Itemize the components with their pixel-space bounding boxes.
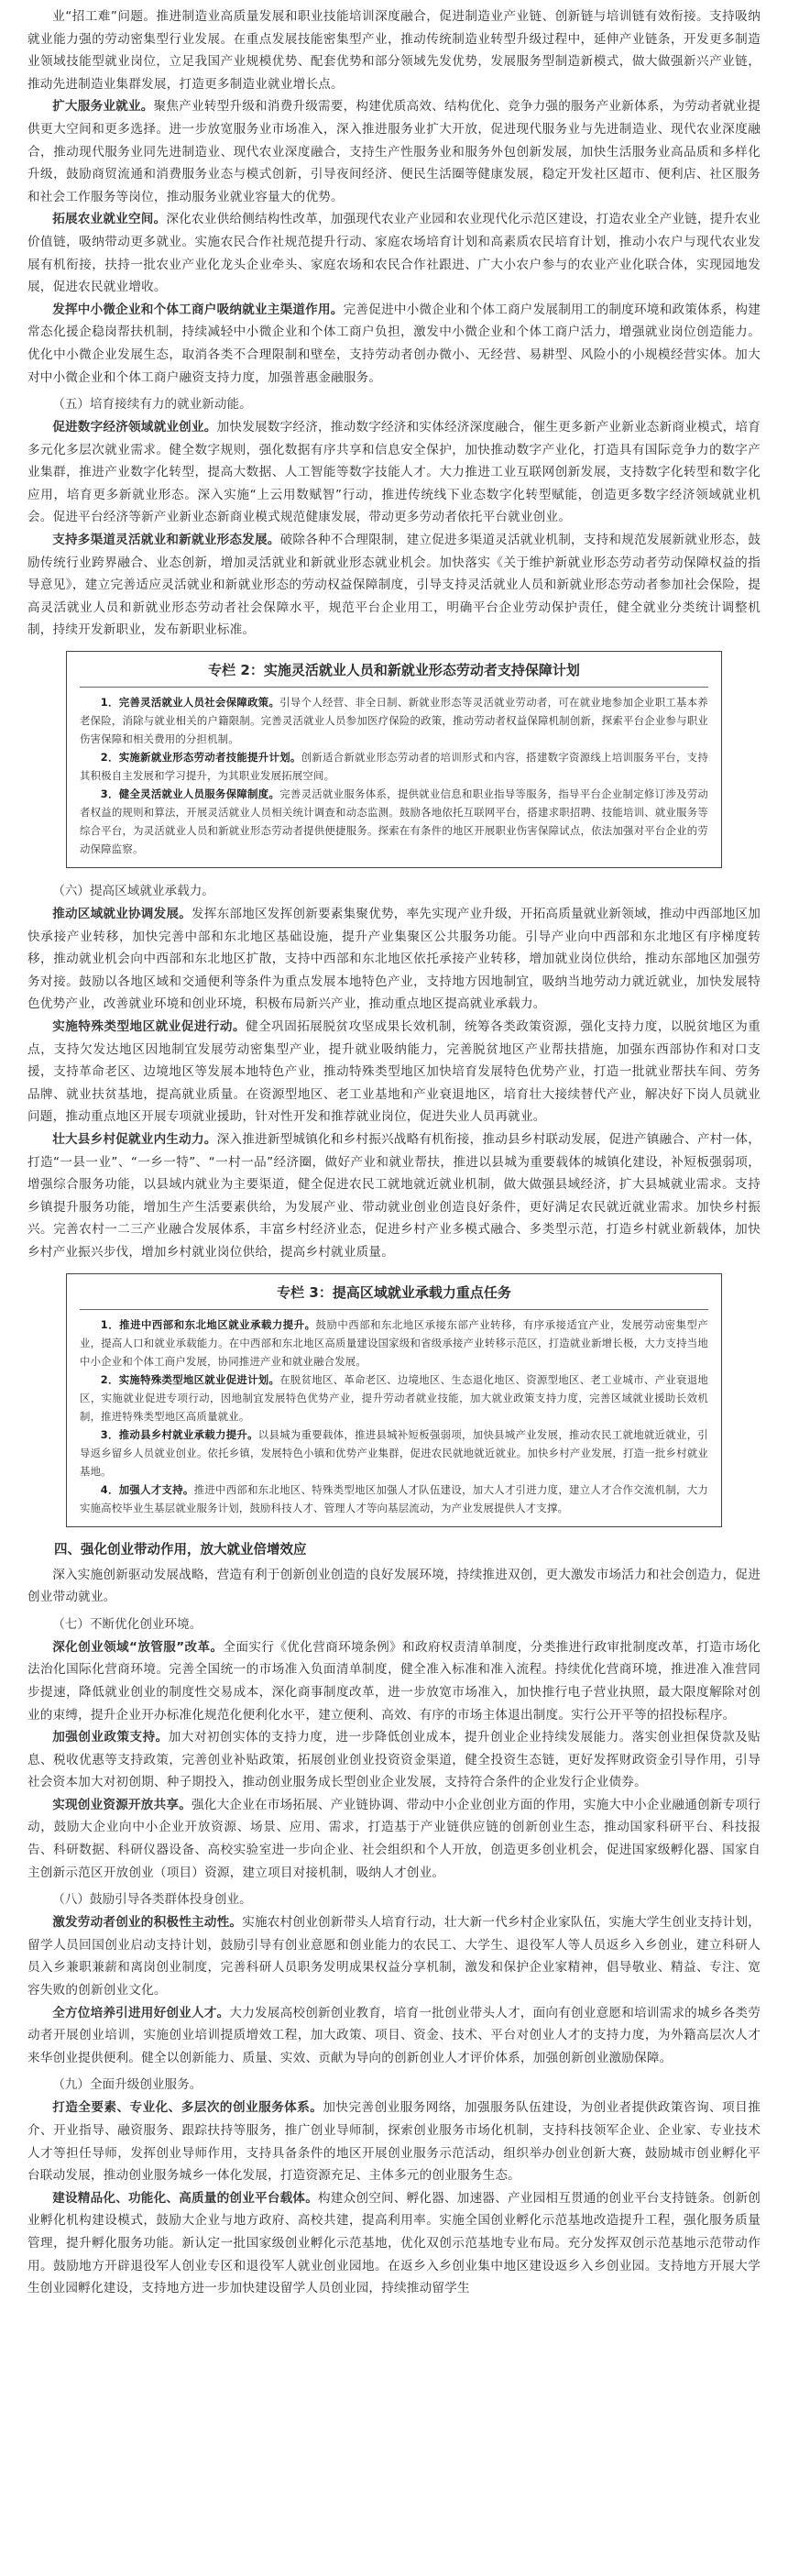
paragraph-body: 实施农村创业创新带头人培育行动，壮大新一代乡村企业家队伍，实施大学生创业支持计划，留学人员回国创业启动支持计划，鼓励引导有创业意愿和创业能力的农民工、大学生、退役军人等人员返乡入乡创业，建立科研人员入乡兼职兼薪和离岗创业制度，完善科研人员职务发明成果权益分享机制，激发和保护企业家精神，倡导敬业、精益、专注、宽容失败的创新创业文化。 [27, 1915, 761, 1998]
box-item [80, 693, 708, 748]
box-item-lead: 1．推进中西部和东北地区就业承载力提升。 [100, 1317, 316, 1331]
paragraph-body: 加快发展数字经济，推动数字经济和实体经济深度融合，催生更多新产业新业态新商业模式，培育多元化多层次就业需求。健全数字规则，强化数据有序共享和信息安全保护，加快推动数字产业化，打造具有国际竞争力的数字产业集群，推进产业数字化转型，提高大数据、人工智能等数字技能人才。大力推进工业互联网创新发展，支持数字化转型和数字化应用，培育更多新就业形态。深入实施“上云用数赋智”行动，推进传统线下业态数字化转型赋能，创造更多数字经济领域就业机会。促进平台经济等新产业新业态新商业模式规范健康发展，带动更多劳动者依托平台就业创业。 [27, 420, 761, 525]
paragraph-body: 强化大企业在市场拓展、产业链协调、带动中小企业创业方面的作用，实施大中小企业融通创新专项行动，鼓励大企业向中小企业开放资源、场景、应用、需求，打造基于产业链供应链的创新创业生态，推动国家科研平台、科技报告、科研数据、科研仪器设备、高校实验室进一步向企业、社会组织和个人开放，创造更多创业机会，促进国家级孵化器、国家自主创新示范区开放创业（项目）资源，建立项目对接机制，吸纳人才创业。 [27, 1797, 761, 1880]
box-item [80, 1426, 708, 1481]
paragraph-flexible-employment [27, 529, 761, 642]
paragraph-service-employment [27, 95, 761, 208]
paragraph-smes [27, 299, 761, 389]
paragraph-reform [27, 1636, 761, 1726]
paragraph-lead: 加强创业政策支持。 [52, 1730, 169, 1745]
box-item-text: 引导个人经营、非全日制、新就业形态等灵活就业劳动者，可在就业地参加企业职工基本养老保险，消除与就业相关的户籍限制。完善灵活就业人员参加医疗保险的政策，推动劳动者权益保障机制创新，探索平台企业参与职业伤害保障和相关费用的分担机制。 [80, 696, 708, 746]
paragraph-body: 破除各种不合理限制，建立促进多渠道灵活就业机制，支持和规范发展新就业形态，鼓励传统行业跨界融合、业态创新，增加灵活就业和新就业形态就业机会。加快落实《关于维护新就业形态劳动者劳动保障权益的指导意见》，建立完善适应灵活就业和新就业形态的劳动权益保障制度，引导支持灵活就业人员和新就业形态劳动者参加社会保险，提高灵活就业人员和新就业形态劳动者社会保障水平，规范平台企业用工，明确平台企业劳动保护责任，健全就业分类统计调整机制，持续开发新职业，发布新职业标准。 [27, 533, 761, 638]
paragraph-lead: 推动区域就业协调发展。 [52, 907, 192, 922]
paragraph-lead: 壮大县乡村促就业内生动力。 [52, 1131, 217, 1147]
paragraph-lead: 全方位培养引进用好创业人才。 [52, 2005, 230, 2020]
paragraph-lead: 支持多渠道灵活就业和新就业形态发展。 [52, 533, 280, 548]
paragraph-lead: 建设精品化、功能化、高质量的创业平台载体。 [52, 2190, 318, 2206]
section-9-title: （九）全面升级创业服务。 [52, 2077, 202, 2093]
paragraph-lead: 促进数字经济领域就业创业。 [52, 420, 217, 435]
box-item [80, 785, 708, 858]
paragraph-manufacturing: 业“招工难”问题。推进制造业高质量发展和职业技能培训深度融合，促进制造业产业链、创新链与培训链有效衔接。支持吸纳就业能力强的劳动密集型行业发展。在重点发展技能密集型产业，推动传统制造业转型升级过程中，延伸产业链条，开发更多制造业领域技能型就业岗位，立足我国产业规模优势、配套优势和部分领域先发优势，发展服务型制造新模式，做大做强新兴产业链，推动先进制造业集群发展，打造更多制造业就业增长点。 [27, 9, 761, 92]
box-title: 专栏 2：实施灵活就业人员和新就业形态劳动者支持保障计划 [208, 662, 580, 679]
box-item-text: 推进中西部和东北地区、特殊类型地区加强人才队伍建设，加大人才引进力度，建立人才合作交流机制，大力实施高校毕业生基层就业服务计划，鼓励科技人才、管理人才等向基层流动，为产业发展提供人才支撑。 [80, 1482, 709, 1514]
paragraph-policy-support [27, 1726, 761, 1794]
paragraph-resource-sharing [27, 1794, 761, 1884]
paragraph-lead: 激发劳动者创业的积极性主动性。 [52, 1915, 243, 1931]
box-item [80, 1316, 708, 1371]
paragraph-lead: 拓展农业就业空间。 [52, 212, 167, 227]
section-5-title: （五）培育接续有力的就业新动能。 [52, 397, 252, 413]
box-item-text: 鼓励中西部和东北地区承接东部产业转移，有序承接适宜产业，发展劳动密集型产业，提高人口和就业承载能力。在中西部和东北地区高质量建设国家级和省级承接产业转移示范区，打造就业新增长极，大力支持当地中小企业和个体工商户发展，协同推进产业和就业融合发展。 [80, 1317, 708, 1368]
paragraph-body: 聚焦产业转型升级和消费升级需要，构建优质高效、结构优化、竞争力强的服务产业新体系，为劳动者就业提供更大空间和更多选择。进一步放宽服务业市场准入，深入推进服务业扩大开放，促进现代服务业与先进制造业、现代农业深度融合，推动现代服务业同先进制造业、现代农业深度融合，支持生产性服务业和服务外包创新发展，加快生活服务业高品质和多样化升级，鼓励商贸流通和消费服务业态与模式创新，引导夜间经济、便民生活圈等健康发展，稳定开发社区超市、便利店、社区服务和社会工作服务等岗位，推动服务业就业容量大的优势。 [27, 99, 761, 204]
paragraph-platform-carriers [27, 2187, 761, 2300]
paragraph-body: 深入推进新型城镇化和乡村振兴战略有机衔接，推动县乡村联动发展，促进产镇融合、产村一体，打造“一县一业”、“一乡一特”、“一村一品”经济圈，做好产业和就业帮扶，推进以县城为重要载体的城镇化建设，补短板强弱项，增强综合服务功能，以县域内就业为主要渠道，健全促进农民工就地就近就业机制，做大做强县域经济，扩大县城就业需求。支持乡镇提升服务功能，增加生产生活要素供给，为发展产业、带动就业创业创造良好条件，更好满足农民就近就业需求。加快乡村振兴。完善农村一二三产业融合发展体系，丰富乡村经济业态，促进乡村产业多模式融合、多类型示范，打造乡村就业新载体，加快乡村产业振兴步伐，增加乡村就业岗位供给，提高乡村就业质量。 [27, 1131, 761, 1260]
box-item [80, 1481, 708, 1517]
box-item-lead: 3．推动县乡村就业承载力提升。 [100, 1427, 258, 1441]
box-item-text: 创新适合新就业形态劳动者的培训形式和内容，搭建数字资源线上培训服务平台，支持其积极自主发展和学习提升，为其职业发展拓展空间。 [80, 751, 708, 783]
section-8-title: （八）鼓励引导各类群体投身创业。 [52, 1892, 252, 1908]
box-item-lead: 3．健全灵活就业人员服务保障制度。 [100, 787, 280, 801]
box-item [80, 1371, 708, 1426]
paragraph-lead: 发挥中小微企业和个体工商户吸纳就业主渠道作用。 [52, 302, 344, 317]
box-divider [80, 1309, 708, 1310]
document-page [27, 0, 761, 2300]
paragraph-body: 加快完善创业服务网络，加强服务队伍建设，为创业者提供政策咨询、项目推介、开业指导、融资服务、跟踪扶持等服务，推广创业导师制，探索创业服务市场化机制，支持科技领军企业、企业家、专业技术人才等担任导师，发挥创业导师作用，支持具备条件的地区开展创业服务示范活动，组织举办创业创新大赛，鼓励城市创业孵化平台联动发展，推动创业服务城乡一体化发展，打造资源充足、主体多元的创业服务生态。 [27, 2100, 761, 2184]
paragraph-digital-economy [27, 416, 761, 529]
paragraph-service-system [27, 2097, 761, 2186]
box-item-lead: 4．加强人才支持。 [100, 1482, 194, 1496]
paragraph-talent [27, 2002, 761, 2070]
column-box-3 [66, 1273, 722, 1527]
paragraph-motivation [27, 1911, 761, 2001]
paragraph-lead: 扩大服务业就业。 [52, 99, 154, 115]
paragraph-lead: 实施特殊类型地区就业促进行动。 [52, 1019, 246, 1034]
paragraph-body: 大力发展高校创新创业教育，培育一批创业带头人才，面向有创业意愿和培训需求的城乡各类劳动者开展创业培训，实施创业培训提质增效工程，加大政策、项目、资金、技术、平台对创业人才的支持力度，为外籍高层次人才来华创业提供便利。健全以创新能力、质量、实效、贡献为导向的创新创业人才评价体系，加强创新创业激励保障。 [27, 2005, 761, 2065]
paragraph-county-township [27, 1128, 761, 1264]
paragraph-body: 发挥东部地区发挥创新要素集聚优势，率先实现产业升级，开拓高质量就业新领域，推动中西部地区加快承接产业转移，加快完善中部和东北地区基础设施，提升产业集聚区公共服务功能。引导产业向中西部和东北地区有序梯度转移，推动就业机会向中西部和东北地区扩散，支持中西部和东北地区依托承接产业转移，增加就业岗位供给，推动东部地区加强劳务对接。鼓励以各地区域和交通便利等条件为重点发展本地特色产业，支持地方因地制宜，吸纳当地劳动力就近就业，加快发展特色优势产业，改善就业环境和创业环境，积极布局新兴产业，推动重点地区提高就业承载力。 [27, 907, 761, 1012]
paragraph-lead: 实现创业资源开放共享。 [52, 1797, 192, 1812]
paragraph-body: 健全巩固拓展脱贫攻坚成果长效机制，统筹各类政策资源，强化支持力度，以脱贫地区为重点，支持欠发达地区因地制宜发展劳动密集型产业，提升就业吸纳能力，完善脱贫地区产业帮扶措施，加强东西部协作和对口支援，支持革命老区、边境地区等发展本地特色产业，推动特殊类型地区加快培育发展特色优势产业，打造一批就业帮扶车间、劳务品牌、就业扶贫基地，提高就业质量。在资源型地区、老工业基地和产业衰退地区，培育壮大接续替代产业，解决好下岗人员就业问题，推动重点地区开展专项就业援助，针对性开发和推荐就业岗位，促进失业人员再就业。 [27, 1019, 761, 1125]
paragraph-body: 深化农业供给侧结构性改革，加强现代农业产业园和农业现代化示范区建设，打造农业全产业链，提升农业价值链，吸纳带动更多就业。实施农民合作社规范提升行动、家庭农场培育计划和高素质农民培育计划，推动小农户与现代农业发展有机衔接，扶持一批农业产业化龙头企业牵头、家庭农场和农民合作社跟进、广大小农户参与的农业产业化联合体，实现园地发展，促进农民就业增收。 [27, 212, 761, 295]
box-title: 专栏 3：提高区域就业承载力重点任务 [277, 1283, 511, 1301]
box-item-text: 在脱贫地区、革命老区、边境地区、生态退化地区、资源型地区、老工业城市、产业衰退地区，实施就业促进专项行动，因地制宜发展特色优势产业，提升劳动者就业技能，加大就业政策支持力度，完善区域就业援助长效机制，推进特殊类型地区高质量就业。 [80, 1372, 708, 1423]
paragraph-chapter-4-intro: 深入实施创新驱动发展战略，营造有利于创新创业创造的良好发展环境，持续推进双创，更大激发市场活力和社会创造力，促进创业带动就业。 [27, 1567, 761, 1605]
paragraph-body: 完善促进中小微企业和个体工商户发展制用工的制度环境和政策体系，构建常态化援企稳岗帮扶机制，持续减轻中小微企业和个体工商户负担，激发中小微企业和个体工商户活力，增强就业岗位创造能力。优化中小微企业发展生态，取消各类不合理限制和壁垒，支持劳动者创办微小、无经营、易耕型、风险小的小规模经营实体。加大对中小微企业和个体工商户融资支持力度，加强普惠金融服务。 [27, 302, 761, 385]
box-item-lead: 2．实施新就业形态劳动者技能提升计划。 [100, 751, 301, 765]
paragraph-agriculture-employment [27, 208, 761, 298]
chapter-4-heading: 四、强化创业带动作用，放大就业倍增效应 [54, 1542, 307, 1558]
paragraph-special-regions [27, 1016, 761, 1128]
box-item-lead: 1．完善灵活就业人员社会保障政策。 [100, 696, 280, 710]
section-6-title: （六）提高区域就业承载力。 [52, 884, 214, 899]
box-item-lead: 2．实施特殊类型地区就业促进计划。 [100, 1372, 280, 1386]
box-item [80, 748, 708, 785]
paragraph-lead: 深化创业领域“放管服”改革。 [52, 1639, 224, 1655]
paragraph-body: 构建众创空间、孵化器、加速器、产业园相互贯通的创业平台支持链条。创新创业孵化机构建设模式，鼓励大企业与地方政府、高校共建，提高利用率。实施全国创业孵化示范基地改造提升工程，强化服务质量管理，提升孵化服务功能。新认定一批国家级创业孵化示范基地，优化双创示范基地专业布局。充分发挥双创示范基地示范带动作用。鼓励地方开辟退役军人创业专区和退役军人就业创业园地。在返乡入乡创业集中地区建设返乡入乡创业园。支持地方开展大学生创业园孵化建设，支持地方进一步加快建设留学人员创业园，持续推动留学生 [27, 2190, 761, 2296]
column-box-2 [66, 651, 722, 868]
box-item-text: 以县城为重要载体，推进县城补短板强弱项，加快县城产业发展，推动农民工就地就近就业，引导返乡留乡人员就业创业。依托乡镇，发展特色小镇和优势产业集群，促进农民就地就近就业。加快乡村产业发展，打造一批乡村就业基地。 [80, 1427, 708, 1478]
paragraph-lead: 打造全要素、专业化、多层次的创业服务体系。 [52, 2100, 323, 2116]
paragraph-body: 加大对初创实体的支持力度，进一步降低创业成本，提升创业企业持续发展能力。落实创业担保贷款及贴息、税收优惠等支持政策，完善创业补贴政策，拓展创业创业投资资金渠道，健全投资生态链，更好发挥财政资金引导作用，引导社会资本加大对初创期、种子期投入，推动创业服务成长型创业企业发展，支持符合条件的企业发行企业债券。 [27, 1730, 761, 1790]
box-item-text: 完善灵活就业服务体系，提供就业信息和职业指导等服务，指导平台企业制定修订涉及劳动者权益的规则和算法，开展灵活就业人员相关统计调查和动态监测。鼓励各地依托互联网平台，搭建求职招聘、技能培训、就业服务等综合平台，为灵活就业人员和新就业形态劳动者提供便捷服务。探索在有条件的地区开展职业伤害保障试点，依法加强对平台企业的劳动保障监察。 [80, 787, 708, 856]
section-7-title: （七）不断优化创业环境。 [52, 1616, 202, 1632]
paragraph-body: 全面实行《优化营商环境条例》和政府权责清单制度，分类推进行政审批制度改革，打造市场化法治化国际化营商环境。完善全国统一的市场准入负面清单制度，健全准入标准和准入流程。持续优化营商环境，推进准入准营同步提速，降低就业创业的制度性交易成本，深化商事制度改革，进一步放宽市场准入，加快推行电子营业执照，最大限度解除对创业的束缚，提升企业开办标准化规范化便利化水平，建立便利、高效、有序的市场主体退出制度。实行公开平等的招投标程序。 [27, 1639, 761, 1723]
paragraph-regional-coordination [27, 903, 761, 1016]
box-divider [80, 687, 708, 688]
